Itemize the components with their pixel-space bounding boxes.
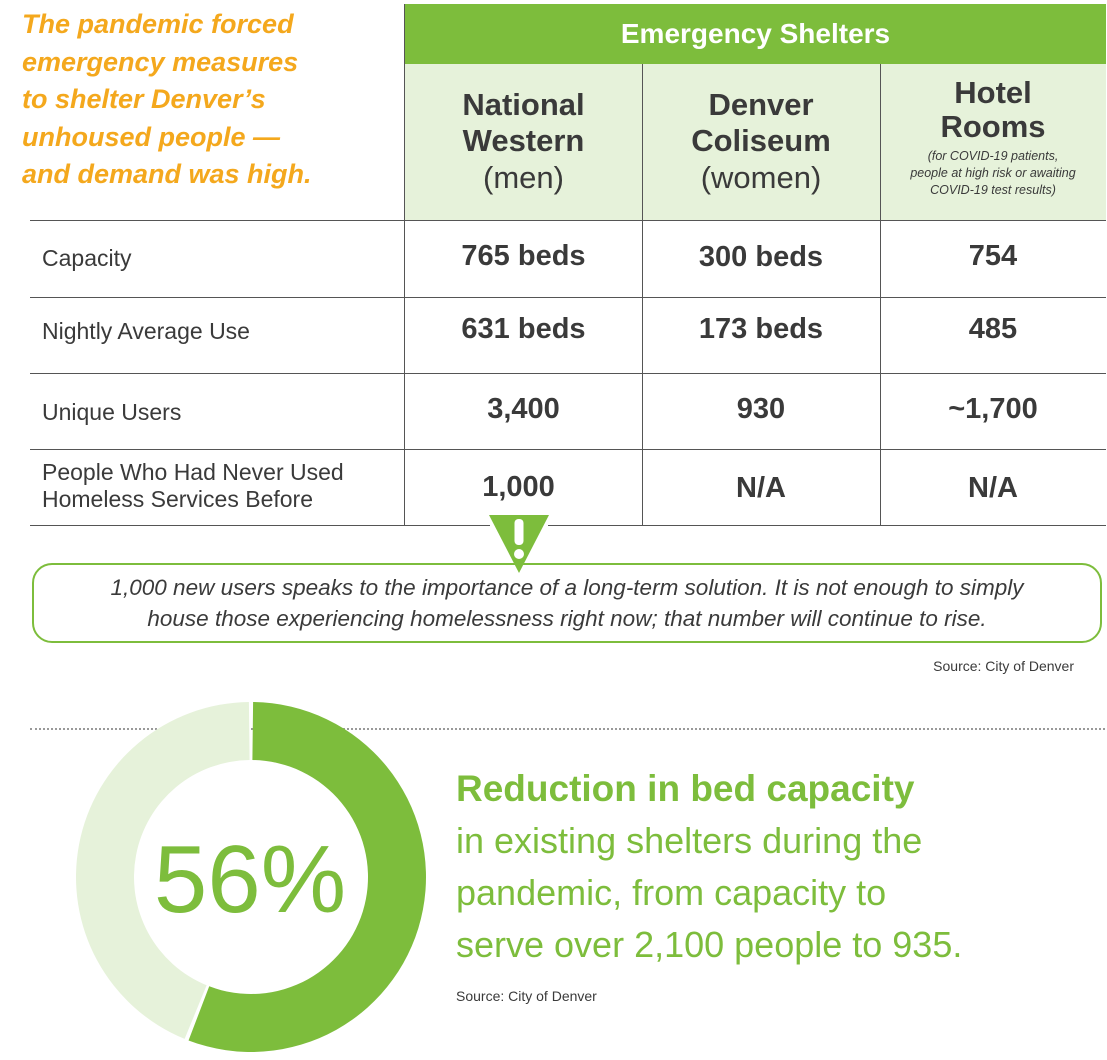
column-name: National bbox=[462, 87, 585, 122]
exclamation-icon bbox=[487, 513, 551, 575]
table-cell: 485 bbox=[968, 313, 1018, 345]
stat-title: Reduction in bed capacity bbox=[456, 768, 915, 809]
stat-body bbox=[456, 815, 962, 971]
callout-text bbox=[111, 572, 1024, 634]
table-cell: 3,400 bbox=[487, 393, 560, 425]
stat-body-line: pandemic, from capacity to bbox=[456, 872, 887, 913]
column-note-line: (for COVID-19 patients, bbox=[927, 149, 1059, 163]
row-label-line: Homeless Services Before bbox=[42, 486, 313, 512]
row-label-unique-users: Unique Users bbox=[42, 399, 182, 425]
table-source: Source: City of Denver bbox=[933, 658, 1074, 674]
table-cell: 765 beds bbox=[461, 240, 586, 272]
table-cell: N/A bbox=[968, 472, 1018, 504]
column-header-national-western bbox=[405, 64, 642, 220]
row-label-capacity: Capacity bbox=[42, 245, 132, 271]
stat-body-line: serve over 2,100 people to 935. bbox=[456, 924, 963, 965]
table-group-header: Emergency Shelters bbox=[405, 4, 1106, 64]
row-divider bbox=[548, 525, 1106, 526]
row-label-nightly-average-use: Nightly Average Use bbox=[42, 318, 250, 344]
column-name: Denver bbox=[708, 87, 814, 122]
column-note-line: people at high risk or awaiting bbox=[910, 166, 1076, 180]
callout-line: house those experiencing homelessness right now; that number will continue to rise. bbox=[147, 606, 987, 631]
row-divider bbox=[30, 220, 1106, 221]
headline-line: unhoused people — bbox=[22, 121, 281, 152]
headline-line: to shelter Denver’s bbox=[22, 84, 266, 114]
table-cell: ~1,700 bbox=[948, 393, 1038, 425]
stat-body-line: in existing shelters during the bbox=[456, 820, 923, 861]
column-divider bbox=[880, 64, 881, 526]
donut-chart bbox=[70, 700, 440, 1060]
column-name: Western bbox=[462, 123, 585, 158]
column-subtitle: (men) bbox=[483, 160, 564, 195]
column-header-denver-coliseum bbox=[642, 64, 880, 220]
donut-value-label: 56% bbox=[153, 826, 347, 933]
table-cell: 300 beds bbox=[698, 241, 824, 273]
headline-line: emergency measures bbox=[22, 46, 299, 77]
column-header-hotel-rooms bbox=[880, 64, 1106, 220]
column-name: Hotel bbox=[954, 75, 1032, 110]
row-divider bbox=[30, 297, 1106, 298]
stat-source: Source: City of Denver bbox=[456, 988, 597, 1004]
headline bbox=[22, 6, 382, 194]
row-divider bbox=[30, 449, 1106, 450]
table-cell: 754 bbox=[968, 240, 1018, 272]
callout-line: 1,000 new users speaks to the importance of a long-term solution. It is not enough to simply bbox=[110, 575, 1024, 600]
row-divider bbox=[30, 525, 490, 526]
table-cell: 631 beds bbox=[461, 313, 586, 345]
column-subtitle: (women) bbox=[700, 160, 822, 195]
row-label-never-used-services bbox=[42, 459, 344, 513]
headline-line: The pandemic forced bbox=[22, 9, 294, 39]
column-name: Coliseum bbox=[691, 123, 831, 158]
row-label-line: People Who Had Never Used bbox=[42, 459, 344, 485]
callout-box bbox=[32, 563, 1102, 643]
column-note-line: COVID-19 test results) bbox=[930, 183, 1056, 197]
column-name: Rooms bbox=[940, 109, 1046, 144]
headline-line: and demand was high. bbox=[22, 159, 312, 189]
table-cell: 930 bbox=[736, 393, 786, 425]
table-cell: 173 beds bbox=[698, 313, 824, 345]
row-divider bbox=[30, 373, 1106, 374]
table-cell: N/A bbox=[736, 472, 786, 504]
table-cell: 1,000 bbox=[482, 471, 555, 503]
column-note bbox=[910, 148, 1075, 199]
column-divider bbox=[642, 64, 643, 526]
